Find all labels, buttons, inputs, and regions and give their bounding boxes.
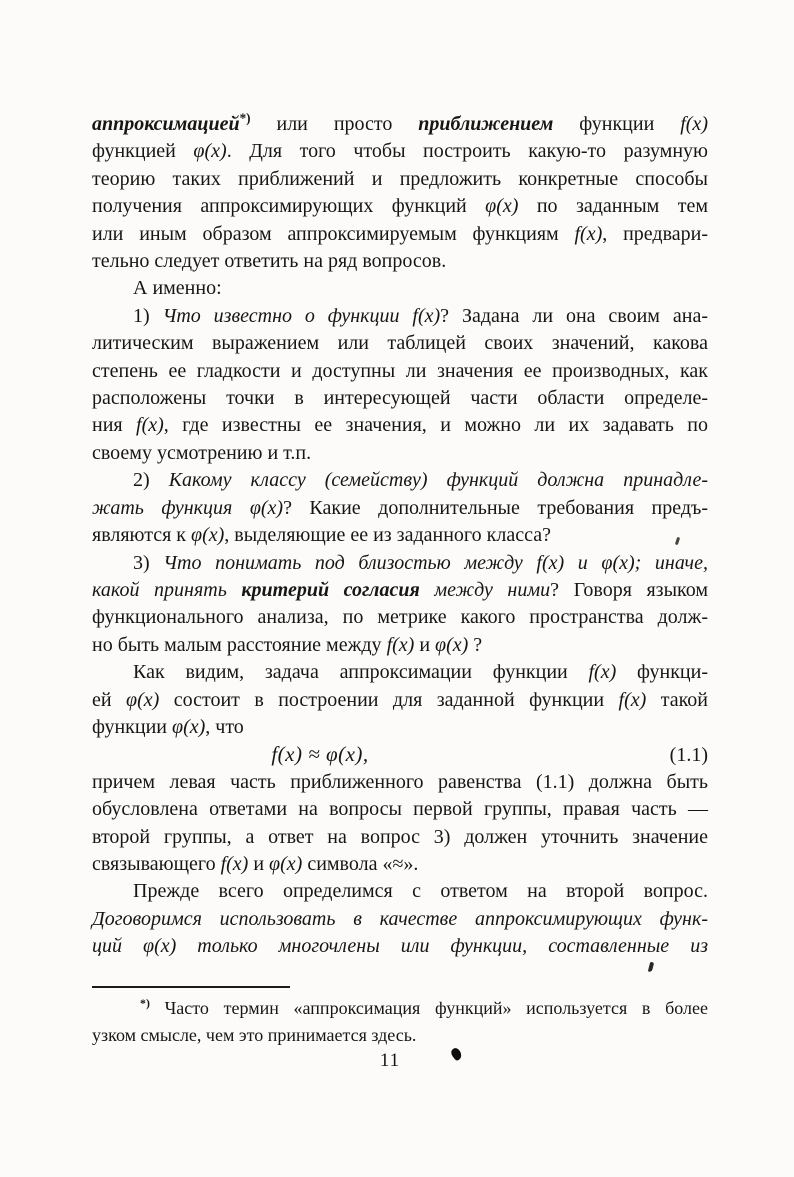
equation-number: (1.1) [669,744,708,767]
text-run: *) [239,110,251,126]
paragraph-intro [92,111,708,275]
text-run: Часто термин «аппроксимация функций» используется в более [149,998,708,1018]
text-run: ? [468,633,483,656]
paragraph-task [92,659,708,741]
text-run: , где известны ее значения, и можно ли их задавать по [163,414,709,437]
text-line [92,577,708,604]
paragraph-question-1 [92,303,708,467]
text-run: ; иначе, [634,551,708,574]
text-line [92,933,708,960]
text-run: или просто [250,113,419,135]
text-run: ей [92,688,127,711]
text-line [92,604,708,631]
text-run: состоит в построении для заданной функции [159,688,619,711]
text-run: функционального анализа, по метрике какого пространства долж- [92,606,708,629]
text-run: φ(x) [143,935,177,958]
text-run: ? Задана ли она своим ана- [440,304,708,327]
text-run: и [414,633,436,656]
text-line [92,440,708,467]
text-run: или иным образом аппроксимируемым функциям [92,222,575,245]
text-run: являются к [92,524,192,547]
text-run: φ(x) [126,688,160,711]
paragraph-namely [92,275,708,302]
text-run: только многочлены или функции, составленные из [176,935,708,958]
text-run: такой [646,688,708,711]
text-run: φ(x) [435,633,469,656]
text-run: Какому классу (семейству) функций должна принадле- [168,469,708,492]
text-run: функцией [92,140,194,163]
text-run: Как видим, задача аппроксимации функции [133,661,589,684]
text-run: степень ее гладкости и доступны ли значения ее производных, как [92,359,708,382]
text-line [92,193,708,220]
text-line [92,906,708,933]
text-run: Что понимать под близостью между [163,551,537,574]
text-line [92,111,708,138]
text-block [92,111,708,961]
text-line [92,714,708,741]
text-line [92,769,708,796]
text-run: узком смысле, чем это принимается здесь. [92,1025,417,1045]
footnote-rule [92,986,290,988]
text-run: и [248,852,270,875]
text-line [92,495,708,522]
text-run: φ(x) [191,524,225,547]
text-line [92,221,708,248]
text-run: между ними [419,578,551,601]
text-run: А именно: [133,277,222,300]
text-run: функци- [616,661,708,684]
text-run: аппроксимацией [92,113,240,135]
page-number: 11 [379,1050,401,1071]
text-run: *) [140,996,150,1010]
text-run: обусловлена ответами на вопросы первой группы, правая часть — [92,798,708,821]
text-line [92,248,708,275]
text-run: приближением [418,113,554,135]
text-run: , предвари- [602,222,708,245]
text-line [92,303,708,330]
text-run: φ(x) [485,195,519,218]
text-run: ций [92,935,144,958]
text-line [92,851,708,878]
text-run: тельно следует ответить на ряд вопросов. [92,250,447,273]
paragraph-question-2 [92,467,708,549]
text-run: 2) [133,469,169,492]
text-run: , выделяющие ее из заданного класса? [224,524,551,547]
equation: f(x) ≈ φ(x), [271,742,369,767]
text-run: но быть малым расстояние между [92,633,387,656]
text-run: 3) [133,551,164,574]
text-line [92,632,708,659]
text-run: по заданным тем [518,195,708,218]
text-run: расположены точки в интересующей части области определе- [92,387,708,410]
text-run: Договоримся использовать в качестве аппроксимирующих функ- [92,907,708,930]
text-line [92,796,708,823]
text-line [92,878,708,905]
text-run: и [564,551,602,574]
equation-row [92,741,708,768]
text-line [92,275,708,302]
text-run: φ(x) [249,496,284,519]
text-run: жать функция [92,496,250,519]
text-run: какой принять [92,578,242,601]
text-line [92,522,708,549]
text-run: ? Говоря языком [550,578,708,601]
text-line [92,824,708,851]
text-run: литическим выражением или таблицей своих значений, какова [92,332,708,355]
text-line [92,467,708,494]
text-line [92,1022,708,1049]
text-run: φ(x) [601,551,635,574]
text-run: ния [92,414,137,437]
text-line [92,138,708,165]
text-line [92,385,708,412]
text-run: , что [205,715,244,738]
text-run: f(x) [386,633,415,656]
text-line [92,330,708,357]
footnote [92,995,708,1049]
text-run: своему усмотрению и т.п. [92,441,312,464]
text-run: f(x) [574,222,603,245]
text-run: Прежде всего определимся с ответом на второй вопрос. [133,880,708,903]
text-line [92,659,708,686]
text-line [92,166,708,193]
text-line [92,412,708,439]
text-run: φ(x) [193,140,227,163]
text-run: функции [553,113,681,135]
text-run: f(x) [412,304,441,327]
text-run: φ(x) [172,715,206,738]
text-run: символа «≈». [302,852,419,875]
text-run: причем левая часть приближенного равенства (1.1) должна быть [92,770,708,793]
text-run: f(x) [618,688,647,711]
scan-artifact [648,962,654,973]
text-run: f(x) [136,414,164,437]
text-line [92,687,708,714]
text-run: Что известно о функции [162,304,413,327]
text-run: получения аппроксимирующих функций [92,195,486,218]
text-run: ? Какие дополнительные требования предъ- [283,496,709,519]
footnote-text [92,995,708,1049]
text-run: f(x) [536,551,565,574]
text-run: f(x) [680,113,708,135]
text-run: 1) [133,304,163,327]
paragraph-equation-comment [92,769,708,879]
text-run: φ(x) [269,852,303,875]
text-run: f(x) [588,661,617,684]
text-run: второй группы, а ответ на вопрос 3) должен уточнить значение [92,825,708,848]
paragraph-agreement [92,878,708,960]
text-run: связывающего [92,852,221,875]
text-run: f(x) [220,852,249,875]
text-run: функции [92,715,172,738]
text-run: критерий согласия [241,578,420,601]
text-run: теорию таких приближений и предложить конкретные способы [92,167,708,190]
text-run: . Для того чтобы построить какую-то разумную [226,140,708,163]
paragraph-question-3 [92,550,708,660]
text-line [92,550,708,577]
text-line [92,358,708,385]
text-line [92,995,708,1022]
